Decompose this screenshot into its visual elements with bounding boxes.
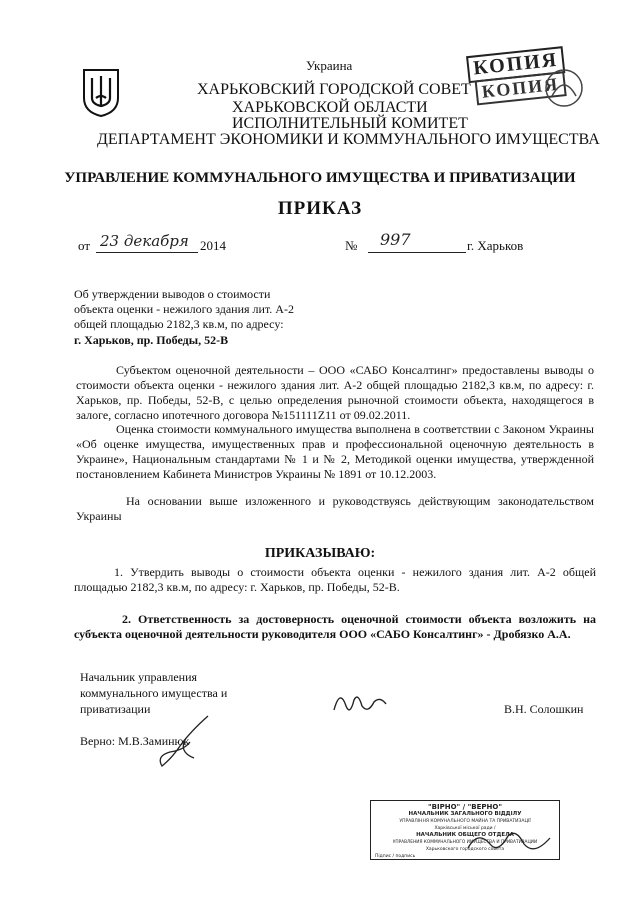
stamp-signature-icon [464,826,554,860]
stamp-line-4: Харківської міської ради / [434,826,496,831]
body-paragraph-1: Субъектом оценочной деятельности – ООО «САБО Консалтинг» предоставлены выводы о стоимости объекта оценки - нежилого здания лит. А-2 общей площадью 2182,3 кв.м, по адресу: г. Харьков, пр. Победы, 52-В, с целью определения рыночной стоимости объекта, находящегося в залоге, согласно ипотечного договора №151111Z11 от 09.02.2011. [76,363,594,422]
stamp-line-5: НАЧАЛЬНИК ОБЩЕГО ОТДЕЛА [416,832,514,838]
body-paragraph-2: Оценка стоимости коммунального имущества выполнена в соответствии с Законом Украины «Об оценке имущества, имущественных прав и профессиональной оценочную деятельность в Украине», Национальным стандартами № 1 и № 2, Методикой оценки имущества, утвержденной постановлением Кабинета Министров Украины № 1891 от 10.12.2003. [76,422,594,481]
position-line-2: коммунального имущества и [80,686,228,700]
office-title: УПРАВЛЕНИЕ КОММУНАЛЬНОГО ИМУЩЕСТВА И ПРИВАТИЗАЦИИ [64,170,576,186]
subject-line-1: Об утверждении выводов о стоимости [74,287,271,301]
subject-line-2: объекта оценки - нежилого здания лит. А-2 [74,302,294,316]
header-region: ХАРЬКОВСКОЙ ОБЛАСТИ [232,99,428,116]
copy-stamp-text-1: КОПИЯ [466,46,565,83]
order-item-2: 2. Ответственность за достоверность оценочной стоимости объекта возложить на субъекта оценочной деятельности руководителя ООО «САБО Консалтинг» - Дробязко А.А. [74,612,596,641]
number-underline [368,252,466,253]
position-line-3: приватизации [80,702,151,716]
subject-line-3: общей площадью 2182,3 кв.м, по адресу: [74,317,284,331]
copy-stamp-text-2: КОПИЯ [475,71,567,105]
stamp-line-7: Харьковского городского совета [425,847,505,852]
header-country: Украина [306,58,353,73]
number-label: № [345,238,358,253]
stamp-line-6: УПРАВЛЕНИЯ КОММУНАЛЬНОГО ИМУЩЕСТВА И ПРИВАТИЗАЦИИ [392,840,538,845]
position-line-1: Начальник управления [80,670,198,684]
date-year: 2014 [200,238,226,253]
date-handwritten: 23 декабря [100,232,189,250]
doc-type-title: ПРИКАЗ [277,198,363,219]
header-committee: ИСПОЛНИТЕЛЬНЫЙ КОМИТЕТ [232,115,468,132]
verified-line: Верно: М.В.Заминюк [80,734,190,748]
city-label: г. Харьков [467,238,524,253]
coat-of-arms-icon [82,68,120,118]
header-council: ХАРЬКОВСКИЙ ГОРОДСКОЙ СОВЕТ [197,81,471,98]
director-signature-icon [330,686,390,720]
stamp-seal-icon [542,66,586,110]
date-prefix: от [78,238,91,253]
stamp-line-8: Підпис / подпись [375,854,416,859]
body-paragraph-3: На основании выше изложенного и руководствуясь действующим законодательством Украины [76,494,594,523]
subject-line-4: г. Харьков, пр. Победы, 52-В [74,333,229,347]
number-handwritten: 997 [380,230,411,249]
stamp-line-1: "ВІРНО" / "ВЕРНО" [428,803,502,811]
header-department: ДЕПАРТАМЕНТ ЭКОНОМИКИ И КОММУНАЛЬНОГО ИМУЩЕСТВА [97,131,600,148]
stamp-line-3: УПРАВЛІННЯ КОМУНАЛЬНОГО МАЙНА ТА ПРИВАТИЗАЦІЇ [399,819,531,824]
date-underline [96,252,198,253]
director-name: В.Н. Солошкин [504,702,584,716]
order-heading: ПРИКАЗЫВАЮ: [264,546,376,561]
verifier-signature-icon [150,712,216,772]
stamp-line-2: НАЧАЛЬНИК ЗАГАЛЬНОГО ВІДДІЛУ [408,811,522,817]
order-item-1: 1. Утвердить выводы о стоимости объекта оценки - нежилого здания лит. А-2 общей площадью 2182,3 кв.м, по адресу: г. Харьков, пр. Победы, 52-В. [74,565,596,594]
